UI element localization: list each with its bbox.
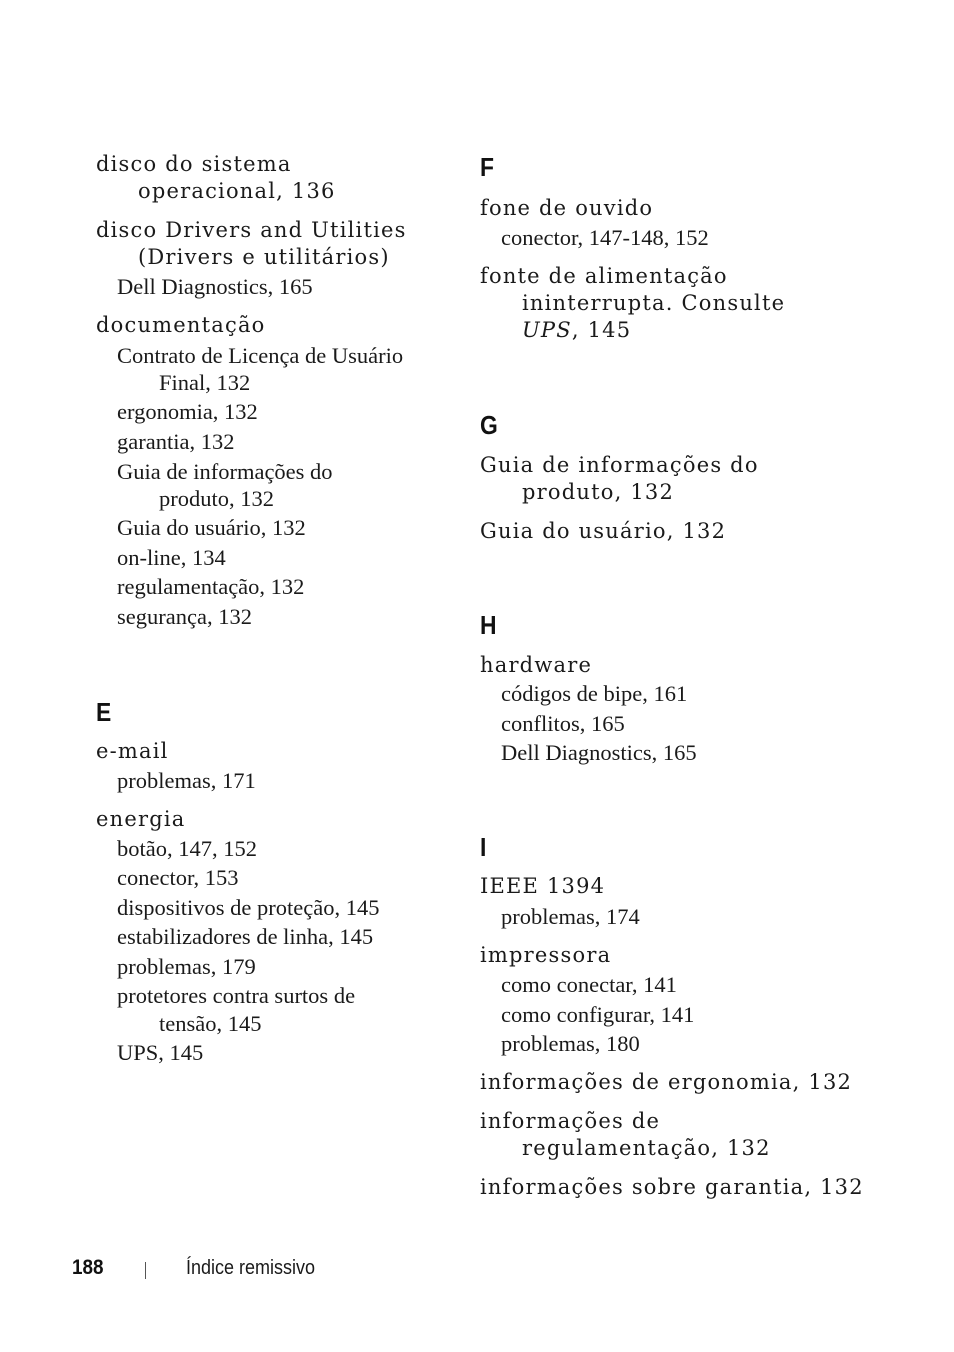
index-entry-continuation: operacional, 136 [138, 179, 336, 203]
index-entry-informacoes-sobre-garantia: informações sobre garantia, 132 [480, 1175, 864, 1199]
index-entry-impressora: impressora [480, 943, 612, 967]
index-subentry: ergonomia, 132 [117, 399, 258, 424]
index-entry-informacoes-de-ergonomia: informações de ergonomia, 132 [480, 1070, 853, 1094]
page-number: 188 [72, 1256, 104, 1279]
index-subentry: protetores contra surtos de [117, 983, 356, 1008]
index-subentry: problemas, 179 [117, 954, 256, 979]
index-subentry: códigos de bipe, 161 [501, 681, 688, 706]
index-subentry: como configurar, 141 [501, 1002, 695, 1027]
index-entry-continuation: regulamentação, 132 [522, 1136, 771, 1160]
index-letter-heading-g: G [480, 410, 498, 440]
index-entry-continuation-ups [522, 318, 631, 342]
index-subentry: conector, 153 [117, 865, 239, 890]
footer-divider [145, 1262, 146, 1279]
index-subentry: segurança, 132 [117, 604, 252, 629]
index-subentry: UPS, 145 [117, 1040, 204, 1065]
index-entry-guia-de-informacoes: Guia de informações do [480, 453, 759, 477]
index-subentry: Dell Diagnostics, 165 [501, 740, 697, 765]
index-subentry: regulamentação, 132 [117, 574, 305, 599]
index-letter-heading-h: H [480, 610, 497, 640]
index-subentry-continuation: produto, 132 [159, 486, 274, 511]
index-subentry: botão, 147, 152 [117, 836, 257, 861]
index-entry-fone-de-ouvido: fone de ouvido [480, 196, 654, 220]
index-letter-heading-i: I [480, 832, 487, 862]
index-letter-heading-e: E [96, 697, 112, 727]
index-subentry: Guia do usuário, 132 [117, 515, 306, 540]
cross-reference-ups: UPS [522, 318, 572, 342]
index-entry-continuation: produto, 132 [522, 480, 675, 504]
index-entry-energia: energia [96, 807, 186, 831]
index-subentry: como conectar, 141 [501, 972, 677, 997]
index-subentry-continuation: tensão, 145 [159, 1011, 262, 1036]
index-subentry: garantia, 132 [117, 429, 235, 454]
index-entry-disco-drivers: disco Drivers and Utilities [96, 218, 407, 242]
index-subentry: problemas, 174 [501, 904, 640, 929]
index-subentry: Contrato de Licença de Usuário [117, 343, 404, 368]
index-subentry: problemas, 180 [501, 1031, 640, 1056]
index-entry-disco-do-sistema: disco do sistema [96, 152, 292, 176]
index-entry-informacoes-de-regulamentacao: informações de [480, 1109, 661, 1133]
index-subentry: Dell Diagnostics, 165 [117, 274, 313, 299]
index-entry-ieee-1394: IEEE 1394 [480, 874, 606, 898]
index-subentry: estabilizadores de linha, 145 [117, 924, 374, 949]
index-entry-documentacao: documentação [96, 313, 266, 337]
index-entry-fonte-de-alimentacao: fonte de alimentação [480, 264, 728, 288]
page-reference: , 145 [571, 318, 632, 342]
index-subentry: conector, 147-148, 152 [501, 225, 709, 250]
index-entry-hardware: hardware [480, 653, 593, 677]
index-entry-email: e-mail [96, 739, 169, 763]
index-subentry: Guia de informações do [117, 459, 333, 484]
index-entry-continuation: ininterrupta. Consulte [522, 291, 786, 315]
index-subentry-continuation: Final, 132 [159, 370, 251, 395]
index-letter-heading-f: F [480, 152, 494, 182]
index-subentry: dispositivos de proteção, 145 [117, 895, 380, 920]
index-entry-guia-do-usuario: Guia do usuário, 132 [480, 519, 727, 543]
index-subentry: problemas, 171 [117, 768, 256, 793]
footer-section-title: Índice remissivo [186, 1257, 316, 1279]
index-subentry: on-line, 134 [117, 545, 226, 570]
index-entry-continuation: (Drivers e utilitários) [138, 245, 390, 269]
index-subentry: conflitos, 165 [501, 711, 625, 736]
